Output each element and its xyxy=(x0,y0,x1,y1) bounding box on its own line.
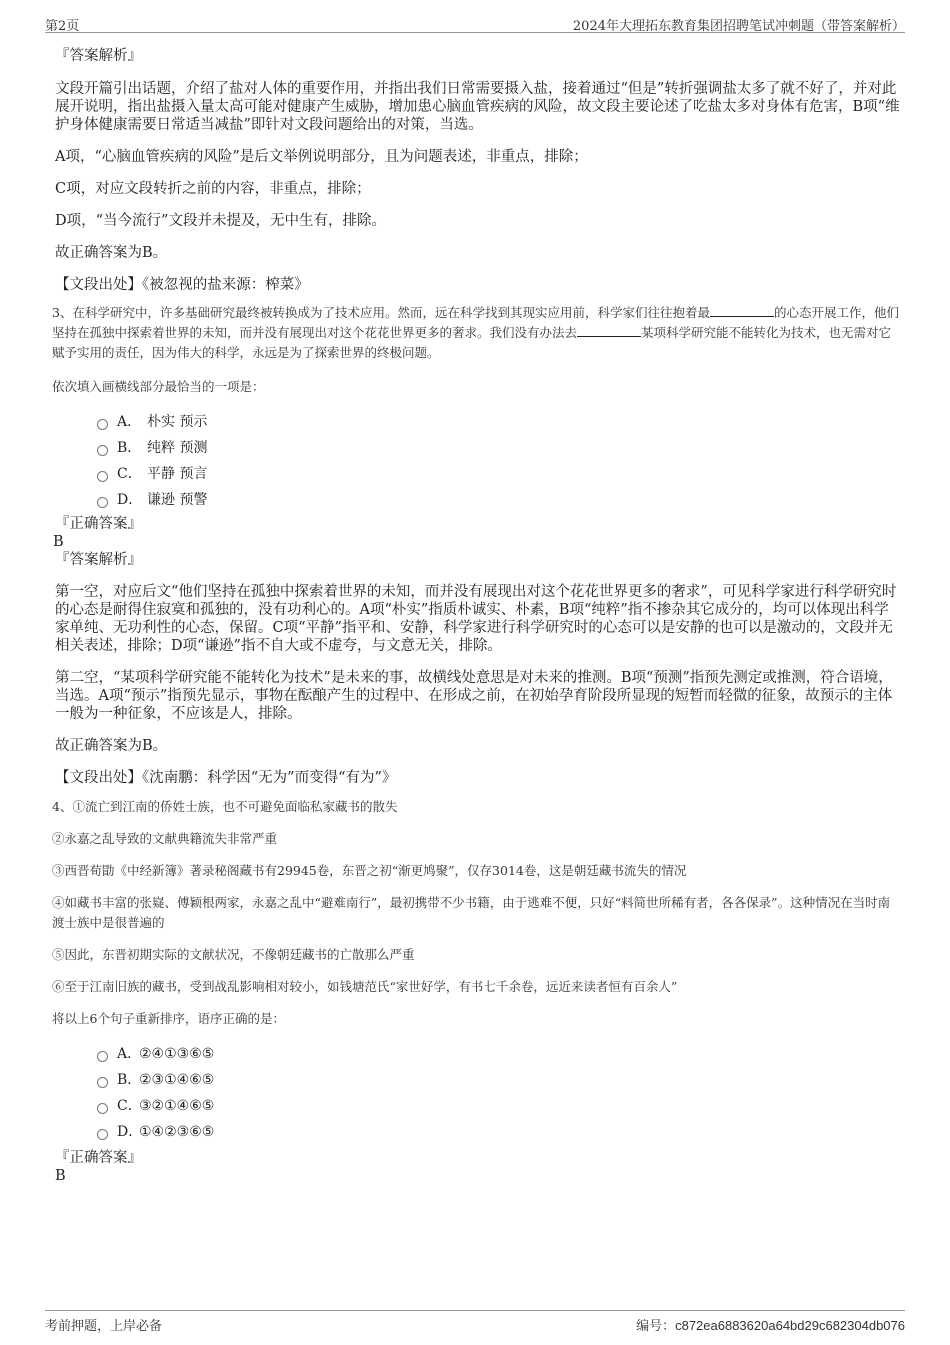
q3-options xyxy=(97,409,902,513)
q3-option-b[interactable] xyxy=(97,435,902,461)
q4-sentence-1: 4、①流亡到江南的侨姓士族，也不可避免面临私家藏书的散失 xyxy=(52,799,398,814)
q3-blank-1 xyxy=(710,304,774,317)
option-letter: C． xyxy=(117,466,142,482)
radio-icon[interactable] xyxy=(97,1103,108,1114)
q2-conclusion: 故正确答案为B。 xyxy=(55,245,168,261)
option-letter: D． xyxy=(117,492,143,508)
radio-icon[interactable] xyxy=(97,471,108,482)
radio-icon[interactable] xyxy=(97,1077,108,1088)
q3-answer: B xyxy=(53,534,64,550)
q3-stem xyxy=(52,303,902,363)
q3-prompt: 依次填入画横线部分最恰当的一项是： xyxy=(52,379,265,394)
option-text: 平静 预言 xyxy=(147,466,208,482)
option-letter: B． xyxy=(117,440,142,456)
option-text: ②③①④⑥⑤ xyxy=(139,1072,215,1088)
q3-option-c[interactable] xyxy=(97,461,902,487)
q4-option-d[interactable] xyxy=(97,1119,902,1145)
page-footer xyxy=(45,1310,905,1333)
q4-option-a[interactable] xyxy=(97,1041,902,1067)
radio-icon[interactable] xyxy=(97,445,108,456)
q4-option-c[interactable] xyxy=(97,1093,902,1119)
q2-analysis-option-a: A项，“心脑血管疾病的风险”是后文举例说明部分，且为问题表述，非重点，排除； xyxy=(55,149,588,165)
q2-analysis-option-d: D项，“当今流行”文段并未提及，无中生有，排除。 xyxy=(55,213,386,229)
page-number: 第2页 xyxy=(45,19,80,34)
option-letter: A． xyxy=(117,414,142,430)
option-text: 朴实 预示 xyxy=(147,414,208,430)
q3-stem-part-3: 某项科学研究能不能转化为技术，也无需对它赋予实用的责任，因为伟大的科学，永远是为了探索世界的终极问题。 xyxy=(52,325,892,360)
option-letter: D． xyxy=(117,1124,143,1140)
radio-icon[interactable] xyxy=(97,1129,108,1140)
radio-icon[interactable] xyxy=(97,497,108,508)
q4-sentence-3: ③西晋荀勖《中经新簿》著录秘阁藏书有29945卷，东晋之初“渐更鸠聚”，仅存3014卷，这是朝廷藏书流失的情况 xyxy=(52,863,687,878)
q3-blank-2 xyxy=(577,324,641,337)
radio-icon[interactable] xyxy=(97,1051,108,1062)
option-text: ②④①③⑥⑤ xyxy=(139,1046,215,1062)
page-content xyxy=(52,45,902,1185)
q2-analysis-paragraph: 文段开篇引出话题，介绍了盐对人体的重要作用，并指出我们日常需要摄入盐，接着通过“但是”转折强调盐太多了就不好了，并对此展开说明，指出盐摄入量太高可能对健康产生威胁，增加患心脑血管疾病的风险，故文段主要论述了吃盐太多对身体有危害，B项“维护身体健康需要日常适当减盐”即针对文段问题给出的对策，当选。 xyxy=(55,81,900,133)
q3-stem-part-2: 的心态开展工作，他们坚持在孤独中探索着世界的未知，而并没有展现出对这个花花世界更多的奢求。我们没有办法去 xyxy=(52,305,899,340)
q3-conclusion: 故正确答案为B。 xyxy=(55,738,168,754)
document-title: 2024年大理拓东教育集团招聘笔试冲刺题（带答案解析） xyxy=(572,19,905,34)
q3-option-d[interactable] xyxy=(97,487,902,513)
q3-answer-label: 『正确答案』 xyxy=(55,516,142,532)
q3-analysis-label: 『答案解析』 xyxy=(55,552,142,568)
q4-sentence-4: ④如藏书丰富的张嶷、傅颖根两家，永嘉之乱中“避难南行”，最初携带不少书籍，由于逃难不便，只好“料简世所稀有者，各各保录”。这种情况在当时南渡士族中是很普遍的 xyxy=(52,895,891,930)
q3-stem-part-1: 3、在科学研究中，许多基础研究最终被转换成为了技术应用。然而，远在科学找到其现实应用前，科学家们往往抱着最 xyxy=(52,305,710,320)
q3-analysis-paragraph-1: 第一空，对应后文“他们坚持在孤独中探索着世界的未知，而并没有展现出对这个花花世界更多的奢求”，可见科学家进行科学研究时的心态是耐得住寂寞和孤独的，没有功利心的。A项“朴实”指质朴诚实、朴素，B项“纯粹”指不掺杂其它成分的，均可以体现出科学家单纯、无功利性的心态，保留。C项“平静”指平和、安静，科学家进行科学研究时的心态可以是安静的也可以是激动的，文段并无相关表述，排除；D项“谦逊”指不自大或不虚夸，与文意无关，排除。 xyxy=(55,584,897,654)
q4-answer: B xyxy=(55,1168,66,1184)
q4-option-b[interactable] xyxy=(97,1067,902,1093)
q3-option-a[interactable] xyxy=(97,409,902,435)
document-id: 编号：c872ea6883620a64bd29c682304db076 xyxy=(636,1318,905,1333)
radio-icon[interactable] xyxy=(97,419,108,430)
q2-analysis-option-c: C项，对应文段转折之前的内容，非重点，排除； xyxy=(55,181,371,197)
q4-sentence-5: ⑤因此，东晋初期实际的文献状况，不像朝廷藏书的亡散那么严重 xyxy=(52,947,415,962)
option-text: 纯粹 预测 xyxy=(147,440,208,456)
q4-prompt: 将以上6个句子重新排序，语序正确的是： xyxy=(52,1011,285,1026)
option-letter: C． xyxy=(117,1098,142,1114)
option-letter: A． xyxy=(117,1046,142,1062)
q4-sentence-2: ②永嘉之乱导致的文献典籍流失非常严重 xyxy=(52,831,278,846)
q3-source: 【文段出处】《沈南鹏：科学因“无为”而变得“有为”》 xyxy=(55,770,397,786)
option-text: 谦逊 预警 xyxy=(147,492,208,508)
q2-analysis-label: 『答案解析』 xyxy=(55,48,142,64)
q2-source: 【文段出处】《被忽视的盐来源：榨菜》 xyxy=(55,277,309,293)
footer-slogan: 考前押题，上岸必备 xyxy=(45,1319,163,1334)
option-letter: B． xyxy=(117,1072,142,1088)
q4-sentence-6: ⑥至于江南旧族的藏书，受到战乱影响相对较小，如钱塘范氏“家世好学，有书七千余卷，远近来读者恒有百余人” xyxy=(52,979,678,994)
q3-analysis-paragraph-2: 第二空，“某项科学研究能不能转化为技术”是未来的事，故横线处意思是对未来的推测。B项“预测”指预先测定或推测，符合语境，当选。A项“预示”指预先显示，事物在酝酿产生的过程中、在形成之前，在初始孕育阶段所显现的短暂而轻微的征象，故预示的主体一般为一种征象，不应该是人，排除。 xyxy=(55,670,893,722)
q4-options xyxy=(97,1041,902,1145)
option-text: ①④②③⑥⑤ xyxy=(139,1124,215,1140)
option-text: ③②①④⑥⑤ xyxy=(139,1098,215,1114)
page-header xyxy=(45,12,905,33)
q4-answer-label: 『正确答案』 xyxy=(55,1150,142,1166)
